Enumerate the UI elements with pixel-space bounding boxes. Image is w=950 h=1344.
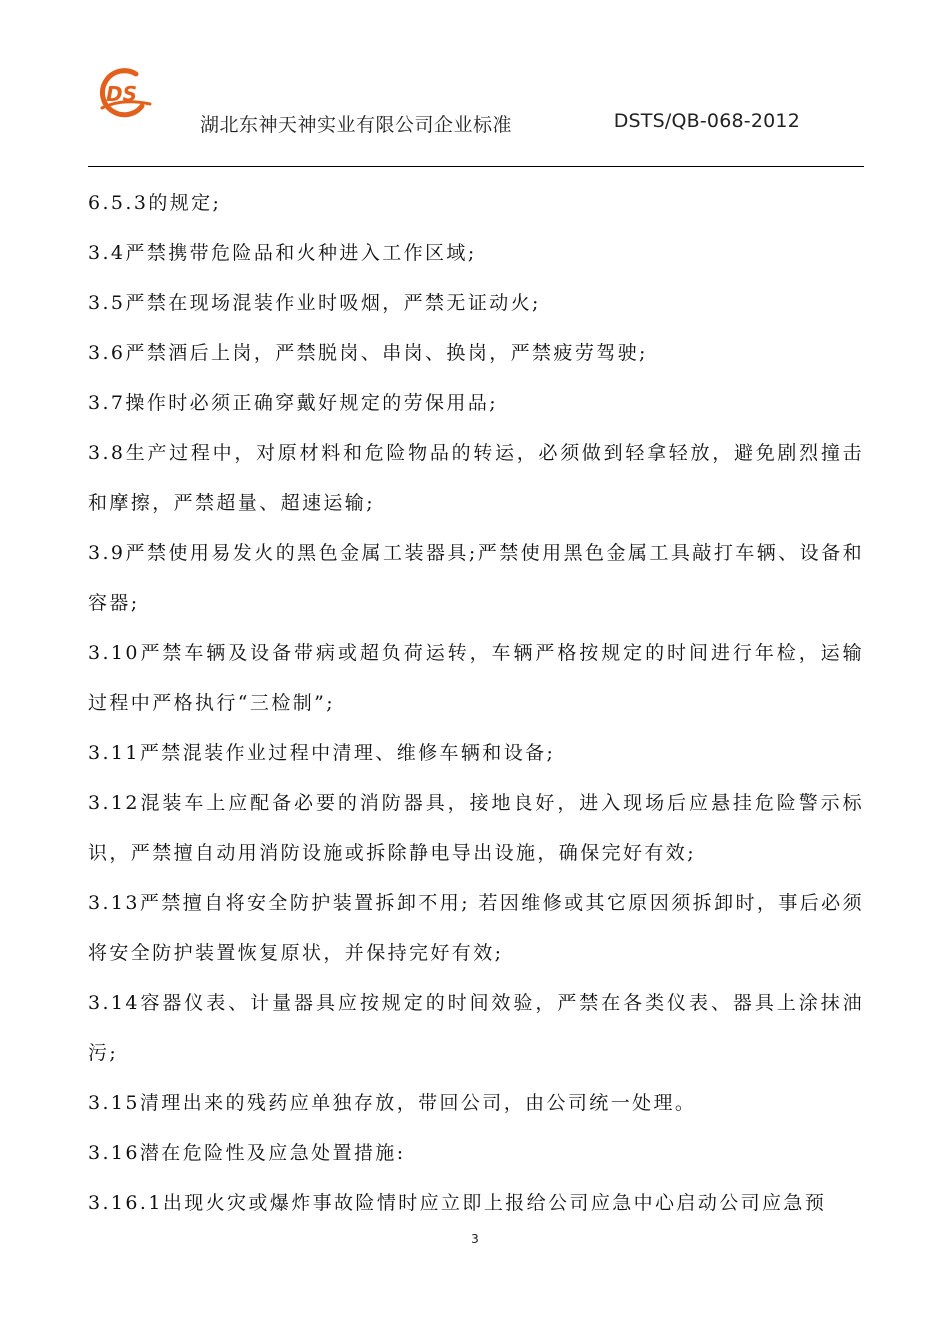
clause-3-6: 3.6严禁酒后上岗，严禁脱岗、串岗、换岗，严禁疲劳驾驶; — [88, 342, 648, 364]
clause-3-10: 3.10严禁车辆及设备带病或超负荷运转，车辆严格按规定的时间进行年检，运输过程中严格执行“三检制”; — [88, 642, 864, 714]
clause-3-12: 3.12混装车上应配备必要的消防器具，接地良好，进入现场后应悬挂危险警示标识，严禁擅自动用消防设施或拆除静电导出设施，确保完好有效; — [88, 792, 864, 864]
document-body — [88, 178, 864, 1228]
company-logo — [92, 68, 154, 120]
company-standard-title: 湖北东神天神实业有限公司企业标准 — [200, 114, 513, 136]
document-header — [200, 110, 800, 137]
paragraph-continuation: 6.5.3的规定; — [88, 192, 222, 214]
clause-3-15: 3.15清理出来的残药应单独存放，带回公司，由公司统一处理。 — [88, 1092, 697, 1114]
logo-text: DS — [106, 82, 138, 106]
clause-3-5: 3.5严禁在现场混装作业时吸烟，严禁无证动火; — [88, 292, 541, 314]
clause-3-16-1: 3.16.1出现火灾或爆炸事故险情时应立即上报给公司应急中心启动公司应急预 — [88, 1192, 827, 1214]
clause-3-8: 3.8生产过程中，对原材料和危险物品的转运，必须做到轻拿轻放，避免剧烈撞击和摩擦，严禁超量、超速运输; — [88, 442, 864, 514]
clause-3-4: 3.4严禁携带危险品和火种进入工作区域; — [88, 242, 477, 264]
clause-3-16: 3.16潜在危险性及应急处置措施: — [88, 1142, 406, 1164]
clause-3-14: 3.14容器仪表、计量器具应按规定的时间效验，严禁在各类仪表、器具上涂抹油污; — [88, 992, 864, 1064]
clause-3-7: 3.7操作时必须正确穿戴好规定的劳保用品; — [88, 392, 499, 414]
clause-3-11: 3.11严禁混装作业过程中清理、维修车辆和设备; — [88, 742, 556, 764]
standard-code: DSTS/QB-068-2012 — [613, 110, 800, 132]
page-number: 3 — [471, 1232, 479, 1246]
clause-3-13: 3.13严禁擅自将安全防护装置拆卸不用; 若因维修或其它原因须拆卸时，事后必须将安全防护装置恢复原状，并保持完好有效; — [88, 892, 864, 964]
clause-3-9: 3.9严禁使用易发火的黑色金属工装器具;严禁使用黑色金属工具敲打车辆、设备和容器; — [88, 542, 864, 614]
header-divider — [88, 166, 864, 167]
